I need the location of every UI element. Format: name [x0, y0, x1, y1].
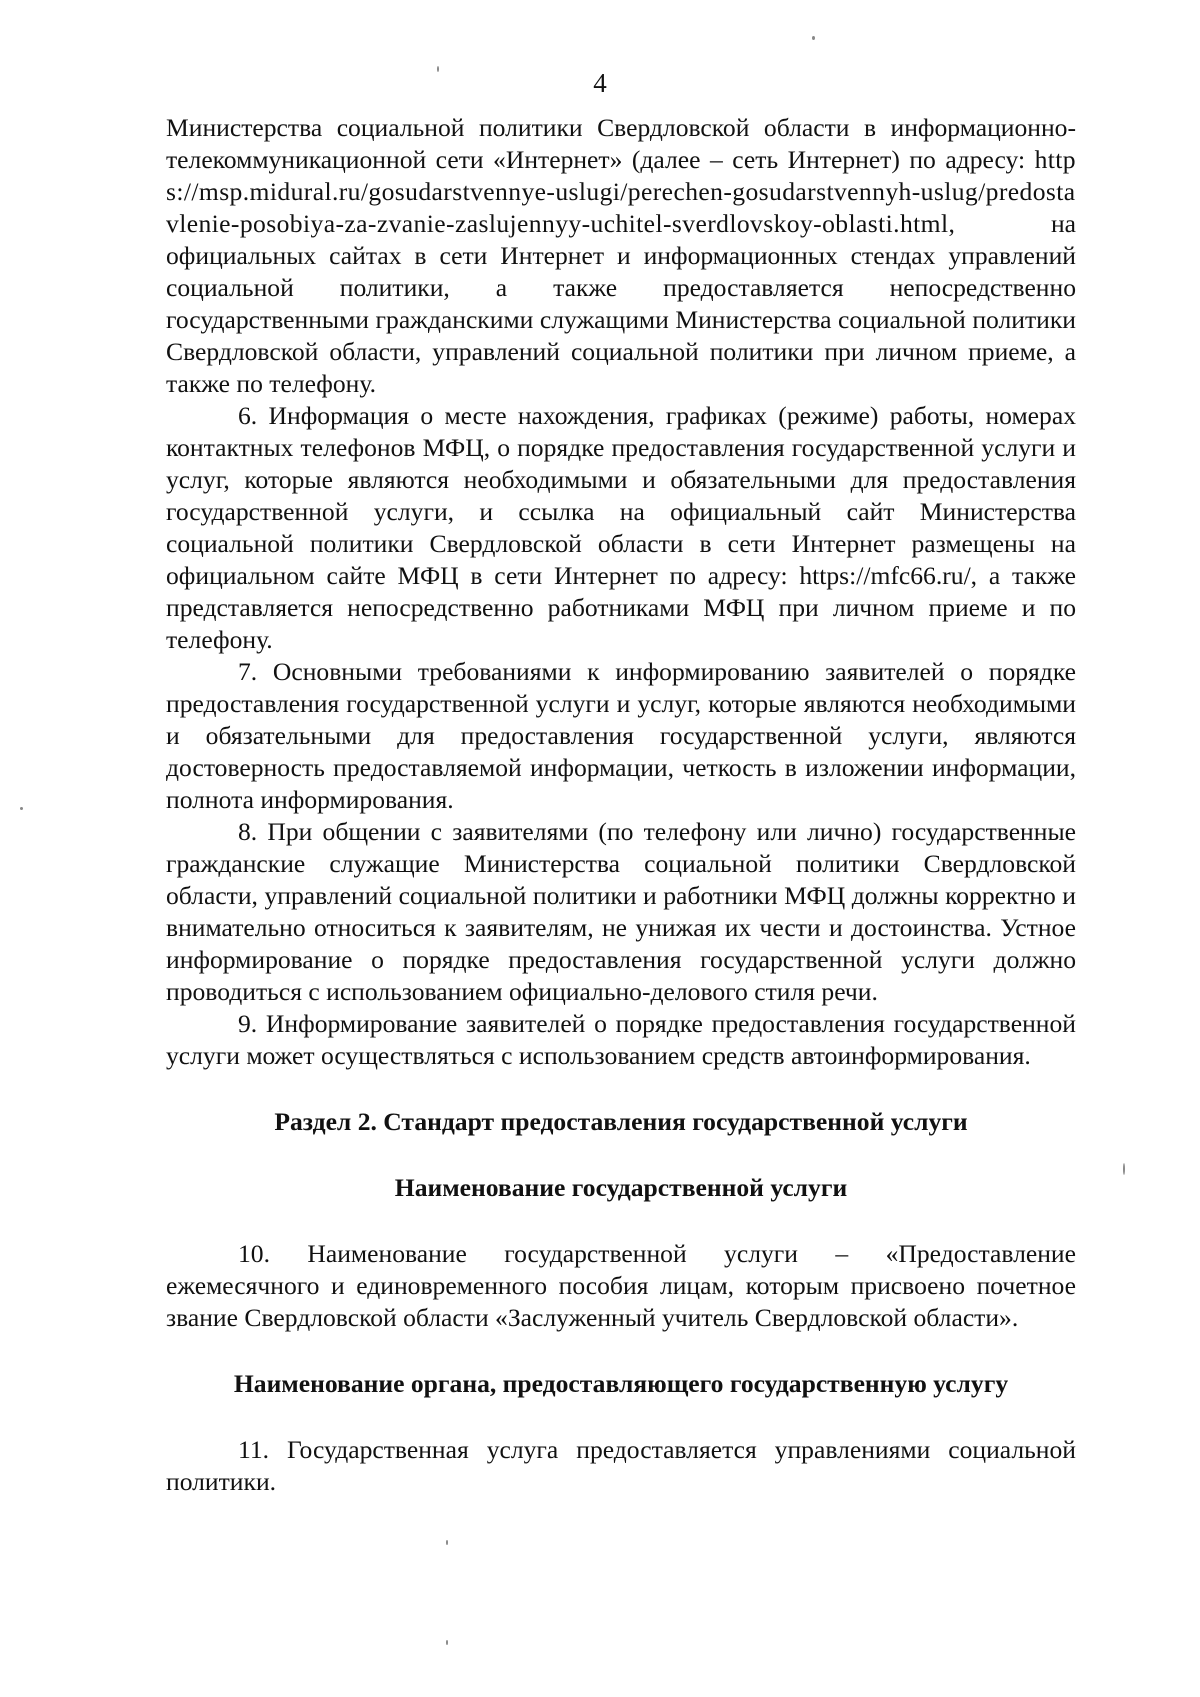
service-url-link[interactable]: https://msp.midural.ru/gosudarstvennye-uslugi/perechen-gosudarstvennyh-uslug/predostavlenie-posobiya-za-zvanie-zaslujennyy-uchitel-sverdlovskoy-oblasti.html [166, 145, 1076, 238]
paragraph-10: 10. Наименование государственной услуги – «Предоставление ежемесячного и единовременного пособия лицам, которым присвоено почетное звание Свердловской области «Заслуженный учитель Свердловской области». [166, 1239, 1076, 1332]
paragraph-8: 8. При общении с заявителями (по телефону или лично) государственные гражданские служащие Министерства социальной политики Свердловской области, управлений социальной политики и работники МФЦ должны корректно и внимательно относиться к заявителям, не унижая их чести и достоинства. Устное информирование о порядке предоставления государственной услуги должно проводиться с использованием официально-делового стиля речи. [166, 817, 1076, 1006]
scan-speck [1123, 1163, 1125, 1175]
intro-text-part2: , на официальных сайтах в сети Интернет и информационных стендах управлений социальной политики, а также предоставляется непосредственно государственными гражданскими служащими Министерства социальной политики Свердловской области, управлений социальной политики при личном приеме, а также по телефону. [166, 209, 1076, 398]
page-number: 4 [593, 68, 607, 98]
intro-text-part1: Министерства социальной политики Свердловской области в информационно-телекоммуникационной сети «Интернет» (далее – сеть Интернет) по адресу: [166, 113, 1076, 174]
subheading-provider-organ: Наименование органа, предоставляющего государственную услугу [233, 1369, 1009, 1398]
paragraph-6: 6. Информация о месте нахождения, графиках (режиме) работы, номерах контактных телефонов МФЦ, о порядке предоставления государственной услуги и услуг, которые являются необходимыми и обязательными для предоставления государственной услуги, и ссылка на официальный сайт Министерства социальной политики Свердловской области в сети Интернет размещены на официальном сайте МФЦ в сети Интернет по адресу: https://mfc66.ru/, а также представляется непосредственно работниками МФЦ при личном приеме и по телефону. [166, 401, 1076, 654]
scan-speck [446, 1540, 448, 1545]
paragraph-9: 9. Информирование заявителей о порядке предоставления государственной услуги может осуществляться с использованием средств автоинформирования. [166, 1009, 1076, 1070]
paragraph-7: 7. Основными требованиями к информированию заявителей о порядке предоставления государственной услуги и услуг, которые являются необходимыми и обязательными для предоставления государственной услуги, являются достоверность предоставляемой информации, четкость в изложении информации, полнота информирования. [166, 657, 1076, 814]
scan-speck [812, 36, 815, 40]
scan-speck [446, 1640, 448, 1645]
paragraph-11: 11. Государственная услуга предоставляется управлениями социальной политики. [166, 1435, 1076, 1496]
section-heading: Раздел 2. Стандарт предоставления государственной услуги [274, 1107, 968, 1136]
subheading-service-name: Наименование государственной услуги [394, 1173, 848, 1202]
intro-paragraph [166, 112, 1076, 400]
scan-speck [20, 807, 23, 810]
scan-speck [437, 66, 439, 72]
document-body [166, 112, 1076, 1498]
